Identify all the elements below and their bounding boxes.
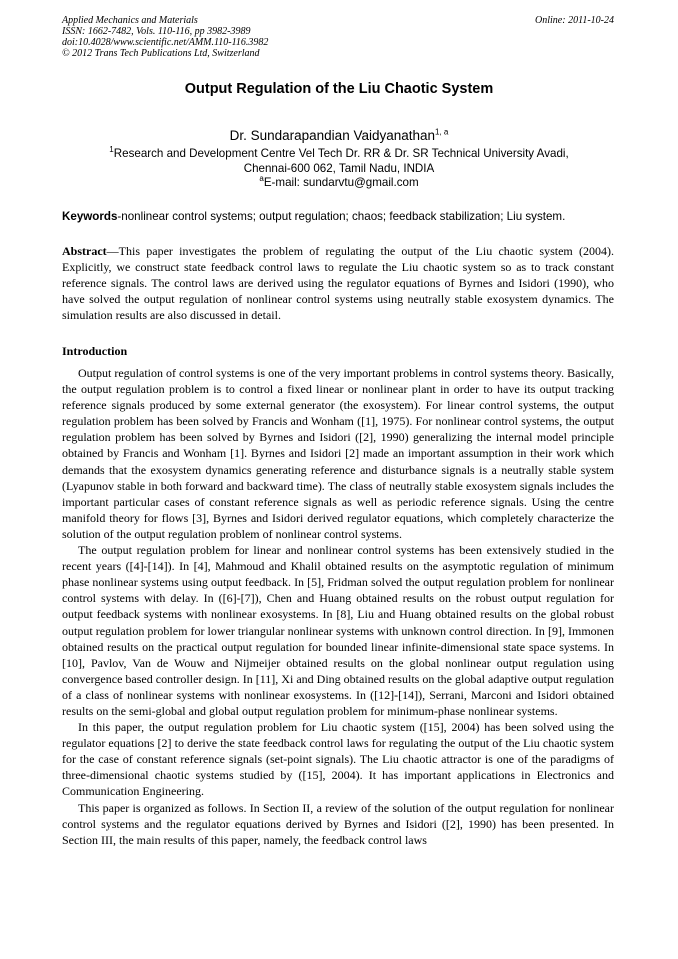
doi-line[interactable]: doi:10.4028/www.scientific.net/AMM.110-116.3982 bbox=[62, 37, 269, 48]
paragraph: Output regulation of control systems is one of the very important problems in control systems theory. Basically, the output regulation problem is to control a fixed linear or nonlinear plant in order to have its output tracking reference signals produced by some external generator (the exosystem). For linear control systems, the output regulation problem has been solved by Francis and Wonham ([1], 1975). For nonlinear control systems, the output regulation problem has been solved by Byrnes and Isidori ([2], 1990) generalizing the internal model principle obtained by Francis and Wonham [1]. Byrnes and Isidori [2] made an important assumption in their work which demands that the exosystem dynamics generating reference and disturbance signals is a neutrally stable system (Lyapunov stable in both forward and backward time). The class of neutrally stable exosystem signals includes the important particular cases of constant reference signals as well as periodic reference signals. Using the centre manifold theory for flows [3], Byrnes and Isidori derived regulator equations, which completely characterize the solution of the output regulation problem of nonlinear control systems. bbox=[62, 366, 614, 541]
keywords-label: Keywords bbox=[62, 210, 118, 223]
keywords-text: -nonlinear control systems; output regulation; chaos; feedback stabilization; Liu system. bbox=[117, 210, 566, 223]
email-superscript: a bbox=[259, 174, 264, 184]
email-line bbox=[60, 176, 618, 191]
section-heading-introduction: Introduction bbox=[62, 344, 128, 358]
author-line bbox=[0, 128, 678, 143]
paragraph: This paper is organized as follows. In Section II, a review of the solution of the output regulation for nonlinear control systems and the regulator equations derived by Byrnes and Isidori ([2], 1990) has been presented. In Section III, the main results of this paper, namely, the feedback control laws bbox=[62, 800, 614, 847]
issn-line: ISSN: 1662-7482, Vols. 110-116, pp 3982-3989 bbox=[62, 26, 251, 37]
affiliation-line-1 bbox=[60, 147, 618, 162]
affiliation-superscript: 1 bbox=[109, 145, 114, 155]
paragraph: The output regulation problem for linear and nonlinear control systems has been extensively studied in the recent years ([4]-[14]). In [4], Mahmoud and Khalil obtained results on the asymptotic regulation of minimum phase nonlinear systems using output feedback. In [5], Fridman solved the output regulation problem for nonlinear control systems with delay. In ([6]-[7]), Chen and Huang obtained results on the robust output regulation for output feedback systems with nonlinear exosystems. In [8], Liu and Huang obtained results on the global robust output regulation problem for lower triangular nonlinear systems with unknown control direction. In [9], Immonen obtained results on the practical output regulation for bounded linear infinite-dimensional state space systems. In [10], Pavlov, Van de Wouw and Nijmeijer obtained results on the global nonlinear output regulation using convergence based controller design. In [11], Xi and Ding obtained results on the global adaptive output regulation of a class of nonlinear systems with nonlinear exosystems. In ([12]-[14]), Serrani, Marconi and Isidori obtained results on the semi-global and global output regulation problem for minimum-phase nonlinear systems. bbox=[62, 543, 614, 718]
affiliation bbox=[60, 147, 618, 191]
paragraph: In this paper, the output regulation problem for Liu chaotic system ([15], 2004) has been solved using the regulator equations [2] to derive the state feedback control laws for regulating the output of the Liu chaotic system for the case of constant reference signals (set-point signals). The Liu chaotic attractor is one of the paradigms of three-dimensional chaotic systems studied by ([15], 2004). It has important applications in Electronics and Communication Engineering. bbox=[62, 720, 614, 799]
journal-header bbox=[62, 15, 614, 59]
journal-name: Applied Mechanics and Materials bbox=[62, 15, 198, 26]
abstract-label: Abstract bbox=[62, 244, 107, 258]
author-superscript: 1, a bbox=[435, 127, 449, 137]
affiliation-text: Research and Development Centre Vel Tech Dr. RR & Dr. SR Technical University Avadi, bbox=[113, 147, 569, 160]
keywords bbox=[62, 210, 622, 223]
author-name: Dr. Sundarapandian Vaidyanathan bbox=[229, 128, 436, 143]
body-text bbox=[62, 365, 614, 848]
online-date: Online: 2011-10-24 bbox=[535, 15, 614, 26]
copyright-line: © 2012 Trans Tech Publications Ltd, Switzerland bbox=[62, 48, 260, 59]
email-address[interactable]: E-mail: sundarvtu@gmail.com bbox=[263, 176, 419, 189]
paper-title: Output Regulation of the Liu Chaotic System bbox=[184, 81, 494, 97]
abstract bbox=[62, 243, 614, 323]
abstract-text: —This paper investigates the problem of regulating the output of the Liu chaotic system (2004). Explicitly, we construct state feedback control laws to regulate the Liu chaotic system so as to track constant reference signals. The control laws are derived using the regulator equations of Byrnes and Isidori (1990), who have solved the output regulation of nonlinear control systems using neutrally stable exosystem dynamics. The simulation results are also discussed in detail. bbox=[62, 244, 614, 322]
affiliation-line-2: Chennai-600 062, Tamil Nadu, INDIA bbox=[243, 161, 435, 175]
